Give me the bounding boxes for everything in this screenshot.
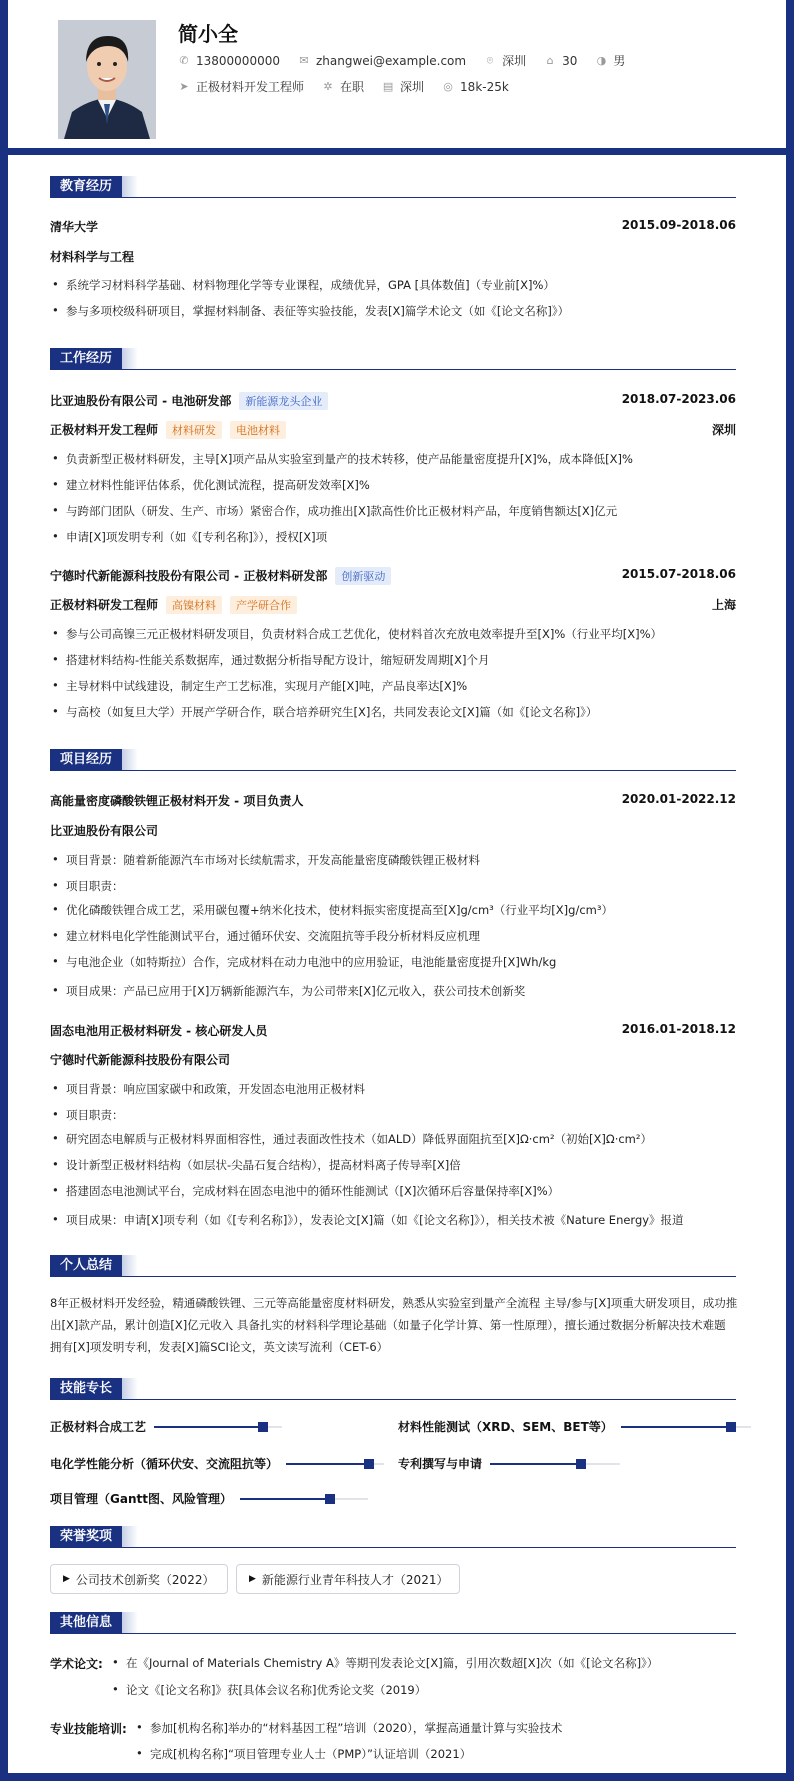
list-item: • 负责新型正极材料研发，主导[X]项产品从实验室到量产的技术转移，使产品能量密度提升[X]%，成本降低[X]% (50, 451, 736, 467)
resume-header (0, 0, 794, 155)
list-item: • 与电池企业（如特斯拉）合作，完成材料在动力电池中的应用验证，电池能量密度提升[X]Wh/kg (50, 954, 736, 970)
section-skills (48, 1378, 736, 1402)
list-item: • 搭建固态电池测试平台，完成材料在固态电池中的循环性能测试（[X]次循环后容量保持率[X]%） (50, 1183, 736, 1199)
skill-item (50, 1490, 368, 1507)
skill-item (398, 1418, 751, 1435)
list-item: • 参与公司高镍三元正极材料研发项目，负责材料合成工艺优化，使材料首次充放电效率提升至[X]%（行业平均[X]%） (50, 626, 736, 642)
project-period: 2016.01-2018.12 (621, 1022, 736, 1036)
gender: 男 (613, 54, 626, 68)
skill-item (398, 1455, 620, 1472)
project-org: 宁德时代新能源科技股份有限公司 (50, 1053, 231, 1067)
job-status: 在职 (340, 80, 365, 94)
work-city: 上海 (711, 598, 736, 612)
candidate-name: 简小全 (178, 22, 238, 46)
job-title: 正极材料研发工程师 (50, 598, 159, 612)
target-city: 深圳 (400, 80, 425, 94)
list-item: • 项目职责： (50, 1107, 736, 1123)
award-label: 新能源行业青年科技人才（2021） (261, 1572, 449, 1587)
skill-knob (364, 1459, 374, 1469)
education-period: 2015.09-2018.06 (621, 218, 736, 232)
school-name: 清华大学 (50, 220, 99, 234)
skill-bar (240, 1498, 368, 1500)
play-icon: ▶ (63, 1574, 70, 1584)
project-header (50, 792, 736, 809)
list-item: • 项目成果：产品已应用于[X]万辆新能源汽车，为公司带来[X]亿元收入，获公司技术创新奖 (50, 983, 736, 999)
section-title: 其他信息 (50, 1612, 122, 1634)
section-other (48, 1612, 736, 1636)
skill-bar (490, 1463, 620, 1465)
section-divider (50, 1399, 736, 1400)
status-icon: ✲ (323, 80, 333, 93)
section-summary (48, 1255, 736, 1279)
award-label: 公司技术创新奖（2022） (75, 1572, 215, 1587)
list-item: • 与高校（如复旦大学）开展产学研合作，联合培养研究生[X]名，共同发表论文[X]篇（如《[论文名称]》） (50, 704, 736, 720)
work-header (50, 392, 736, 410)
project-header (50, 1022, 736, 1039)
project-period: 2020.01-2022.12 (621, 792, 736, 806)
profile-photo (58, 20, 156, 139)
company-tag: 新能源龙头企业 (239, 392, 328, 410)
salary: 18k-25k (460, 79, 509, 94)
work-period: 2015.07-2018.06 (621, 567, 736, 581)
building-icon: ▤ (382, 80, 394, 93)
job-intent-row (178, 78, 527, 95)
city: 深圳 (502, 54, 527, 68)
mail-icon: ✉ (299, 54, 309, 67)
list-item: • 项目背景：响应国家碳中和政策，开发固态电池用正极材料 (50, 1081, 736, 1097)
section-divider (50, 369, 736, 370)
phone: 13800000000 (196, 53, 280, 68)
skill-knob (576, 1459, 586, 1469)
skill-name: 项目管理（Gantt图、风险管理） (50, 1492, 232, 1506)
phone-icon: ✆ (179, 54, 189, 67)
company-name: 比亚迪股份有限公司 - 电池研发部 (50, 394, 232, 408)
skill-fill (621, 1426, 732, 1428)
skill-fill (240, 1498, 330, 1500)
project-name: 固态电池用正极材料研发 - 核心研发人员 (50, 1024, 268, 1038)
project-org: 比亚迪股份有限公司 (50, 824, 159, 838)
list-item: • 研究固态电解质与正极材料界面相容性，通过表面改性技术（如ALD）降低界面阻抗至[X]Ω·cm²（初始[X]Ω·cm²） (50, 1131, 736, 1147)
gender-icon: ◑ (596, 54, 607, 67)
section-education (48, 176, 736, 200)
skill-bar (154, 1426, 282, 1428)
skill-item (50, 1455, 384, 1472)
section-honors (48, 1526, 736, 1550)
section-divider (50, 1633, 736, 1634)
contact-row (178, 52, 643, 69)
list-item: • 项目职责： (50, 878, 736, 894)
skill-tag: 产学研合作 (230, 596, 297, 614)
list-item: • 论文《[论文名称]》获[具体会议名称]优秀论文奖（2019） (110, 1682, 426, 1698)
skill-name: 专利撰写与申请 (398, 1457, 483, 1471)
work-header (50, 567, 736, 585)
list-item: • 建立材料电化学性能测试平台，通过循环伏安、交流阻抗等手段分析材料反应机理 (50, 928, 736, 944)
list-item: • 申请[X]项发明专利（如《[专利名称]》），授权[X]项 (50, 529, 736, 545)
skill-fill (154, 1426, 263, 1428)
send-icon: ➤ (179, 80, 189, 93)
section-title: 技能专长 (50, 1378, 122, 1400)
list-item: • 项目成果：申请[X]项专利（如《[专利名称]》），发表论文[X]篇（如《[论文名称]》），相关技术被《Nature Energy》报道 (50, 1212, 736, 1228)
skill-tag: 电池材料 (230, 421, 286, 439)
section-divider (50, 1276, 736, 1277)
section-divider (50, 770, 736, 771)
skill-tag: 高镍材料 (166, 596, 222, 614)
target-position: 正极材料开发工程师 (196, 80, 305, 94)
section-title: 个人总结 (50, 1255, 122, 1277)
section-title: 工作经历 (50, 348, 122, 370)
company-tag: 创新驱动 (335, 567, 391, 585)
work-city: 深圳 (711, 423, 736, 437)
training-label: 专业技能培训: (50, 1722, 127, 1736)
email: zhangwei@example.com (315, 53, 467, 68)
section-title: 项目经历 (50, 749, 122, 771)
list-item: • 主导材料中试线建设，制定生产工艺标准，实现月产能[X]吨，产品良率达[X]% (50, 678, 736, 694)
list-item: • 参加[机构名称]举办的“材料基因工程”培训（2020），掌握高通量计算与实验技术 (134, 1720, 562, 1736)
section-title: 荣誉奖项 (50, 1526, 122, 1548)
list-item: • 与跨部门团队（研发、生产、市场）紧密合作，成功推出[X]款高性价比正极材料产品，年度销售额达[X]亿元 (50, 503, 736, 519)
work-title-row (50, 421, 736, 439)
age: 30 (562, 53, 578, 68)
award-chip (236, 1564, 460, 1594)
section-work (48, 348, 736, 372)
section-projects (48, 749, 736, 773)
salary-icon: ◎ (443, 80, 453, 93)
section-divider (50, 197, 736, 198)
list-item: • 完成[机构名称]“项目管理专业人士（PMP）”认证培训（2021） (134, 1746, 471, 1762)
list-item: • 参与多项校级科研项目，掌握材料制备、表征等实验技能，发表[X]篇学术论文（如《[论文名称]》） (50, 303, 736, 319)
play-icon: ▶ (249, 1574, 256, 1584)
award-chip (50, 1564, 228, 1594)
skill-name: 电化学性能分析（循环伏安、交流阻抗等） (50, 1457, 279, 1471)
list-item: • 建立材料性能评估体系，优化测试流程，提高研发效率[X]% (50, 477, 736, 493)
education-header (50, 218, 736, 235)
skill-tag: 材料研发 (166, 421, 222, 439)
skill-fill (490, 1463, 581, 1465)
job-title: 正极材料开发工程师 (50, 423, 159, 437)
skill-knob (726, 1422, 736, 1432)
papers-label: 学术论文: (50, 1657, 103, 1671)
list-item: • 设计新型正极材料结构（如层状-尖晶石复合结构），提高材料离子传导率[X]倍 (50, 1157, 736, 1173)
summary-text: 8年正极材料开发经验，精通磷酸铁锂、三元等高能量密度材料研发，熟悉从实验室到量产全流程 主导/参与[X]项重大研发项目，成功推出[X]款产品，累计创造[X]亿元收入 具备扎实的材料科学理论基础（如量子化学计算、第一性原理），擅长通过数据分析解决技术难题 拥有[X]项发明专利，发表[X]篇SCI论文，英文读写流利（CET-6） (50, 1296, 738, 1354)
skill-bar (286, 1463, 384, 1465)
skill-fill (286, 1463, 369, 1465)
list-item: • 系统学习材料科学基础、材料物理化学等专业课程，成绩优异，GPA [具体数值]（专业前[X]%） (50, 277, 736, 293)
skill-name: 正极材料合成工艺 (50, 1420, 147, 1434)
skill-bar (621, 1426, 751, 1428)
list-item: • 优化磷酸铁锂合成工艺，采用碳包覆+纳米化技术，使材料振实密度提高至[X]g/cm³（行业平均[X]g/cm³） (50, 902, 736, 918)
work-title-row (50, 596, 736, 614)
list-item: • 搭建材料结构-性能关系数据库，通过数据分析指导配方设计，缩短研发周期[X]个月 (50, 652, 736, 668)
list-item: • 项目背景：随着新能源汽车市场对长续航需求，开发高能量密度磷酸铁锂正极材料 (50, 852, 736, 868)
skill-knob (325, 1494, 335, 1504)
company-name: 宁德时代新能源科技股份有限公司 - 正极材料研发部 (50, 569, 328, 583)
age-icon: ⌂ (546, 54, 554, 67)
skill-item (50, 1418, 282, 1435)
section-divider (50, 1547, 736, 1548)
skill-name: 材料性能测试（XRD、SEM、BET等） (398, 1420, 613, 1434)
section-title: 教育经历 (50, 176, 122, 198)
work-period: 2018.07-2023.06 (621, 392, 736, 406)
project-name: 高能量密度磷酸铁锂正极材料开发 - 项目负责人 (50, 794, 304, 808)
major: 材料科学与工程 (50, 250, 135, 264)
skill-knob (258, 1422, 268, 1432)
list-item: • 在《Journal of Materials Chemistry A》等期刊发表论文[X]篇，引用次数超[X]次（如《[论文名称]》） (110, 1655, 658, 1671)
location-icon: ⌾ (486, 53, 494, 67)
